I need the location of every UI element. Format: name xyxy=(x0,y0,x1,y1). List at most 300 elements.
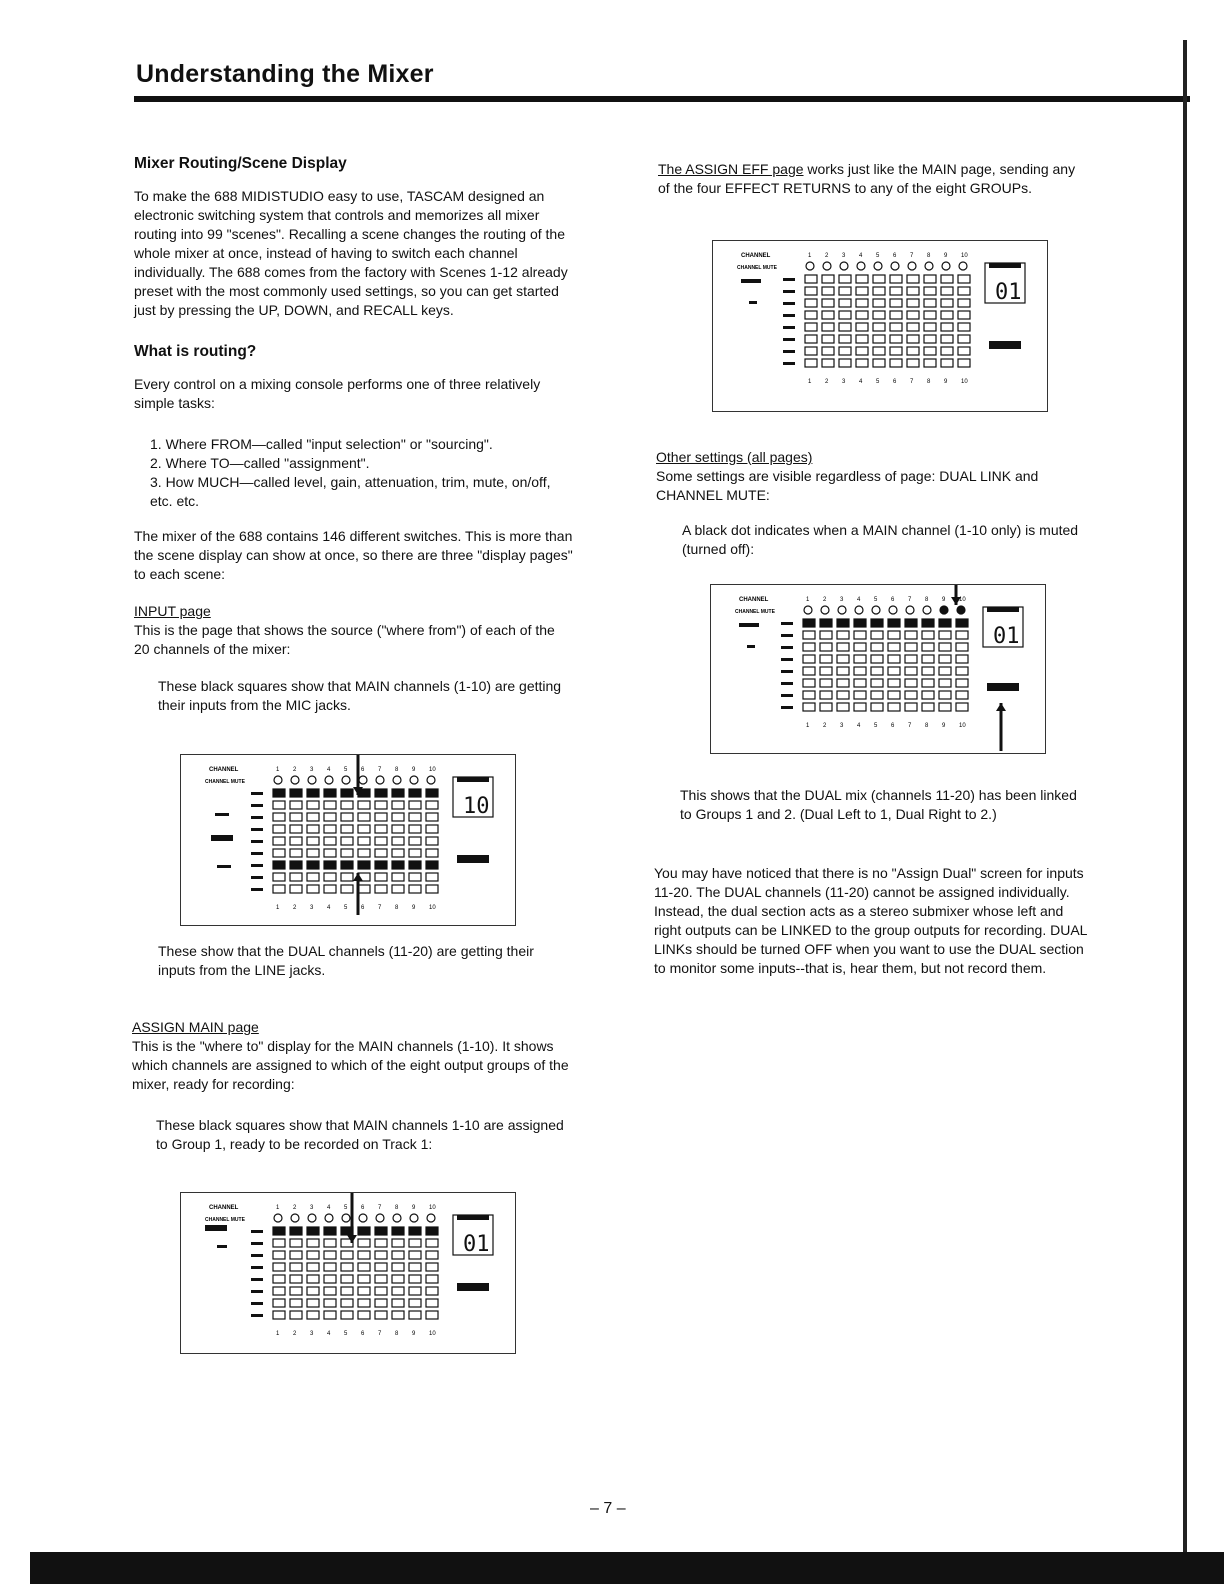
switch-cell xyxy=(924,335,936,343)
row-label-mark xyxy=(251,864,263,867)
switch-cell xyxy=(307,1227,319,1235)
switch-cell xyxy=(837,691,849,699)
mute-indicator xyxy=(889,606,897,614)
other-paragraph: Some settings are visible regardless of page: DUAL LINK and CHANNEL MUTE: xyxy=(656,468,1039,503)
switch-cell xyxy=(941,335,953,343)
switch-cell xyxy=(409,1287,421,1295)
switch-cell xyxy=(375,1239,387,1247)
section-mark xyxy=(211,835,233,841)
switch-cell xyxy=(392,1227,404,1235)
switch-cell xyxy=(341,885,353,893)
channel-number: 5 xyxy=(876,379,880,385)
switch-cell xyxy=(873,311,885,319)
switch-cell xyxy=(273,1287,285,1295)
switch-cell xyxy=(358,849,370,857)
switch-cell xyxy=(873,335,885,343)
switch-cell xyxy=(426,825,438,833)
switch-cell xyxy=(375,1275,387,1283)
switch-cell xyxy=(837,667,849,675)
switch-cell xyxy=(290,1227,302,1235)
switch-cell xyxy=(307,861,319,869)
switch-cell xyxy=(273,837,285,845)
page-number: – 7 – xyxy=(590,1500,626,1517)
switch-cell xyxy=(890,335,902,343)
channel-number: 7 xyxy=(908,723,912,729)
channel-number: 10 xyxy=(429,1205,436,1211)
switch-cell xyxy=(273,849,285,857)
switch-cell xyxy=(307,1251,319,1259)
switch-cell xyxy=(426,1239,438,1247)
switch-cell xyxy=(409,837,421,845)
switch-cell xyxy=(905,703,917,711)
section-mark xyxy=(205,1225,227,1231)
switch-cell xyxy=(873,359,885,367)
switch-cell xyxy=(905,691,917,699)
dot-note: A black dot indicates when a MAIN channel (1-10 only) is muted (turned off): xyxy=(682,522,1079,557)
switch-cell xyxy=(803,631,815,639)
channel-number: 2 xyxy=(293,767,297,773)
channel-number: 2 xyxy=(823,597,827,603)
switch-cell xyxy=(820,703,832,711)
switch-cell xyxy=(871,703,883,711)
switch-cell xyxy=(924,287,936,295)
mute-indicator xyxy=(838,606,846,614)
switch-cell xyxy=(273,1251,285,1259)
switch-cell xyxy=(392,1287,404,1295)
mute-indicator xyxy=(940,606,948,614)
switch-cell xyxy=(409,825,421,833)
switch-cell xyxy=(907,359,919,367)
switch-cell xyxy=(839,275,851,283)
channel-number: 9 xyxy=(412,1331,416,1337)
eff-text: works just like the MAIN page, sending any of the four EFFECT RETURNS to any of the eight GROUPs. xyxy=(658,161,1076,196)
channel-number: 10 xyxy=(961,253,968,259)
switch-cell xyxy=(939,691,951,699)
row-label-mark xyxy=(251,888,263,891)
switch-cell xyxy=(907,323,919,331)
channel-number: 7 xyxy=(378,767,382,773)
switch-cell xyxy=(290,1263,302,1271)
mute-indicator xyxy=(942,262,950,270)
channel-number: 1 xyxy=(276,767,280,773)
channel-number: 5 xyxy=(874,597,878,603)
channel-number: 1 xyxy=(806,597,810,603)
switch-cell xyxy=(273,885,285,893)
switch-cell xyxy=(324,837,336,845)
switch-cell xyxy=(890,275,902,283)
switch-cell xyxy=(837,643,849,651)
switch-cell xyxy=(392,873,404,881)
switch-cell xyxy=(290,885,302,893)
row-label-mark xyxy=(251,804,263,807)
switch-cell xyxy=(358,1251,370,1259)
left-column xyxy=(134,154,574,729)
readout-bar xyxy=(989,263,1021,268)
switch-cell xyxy=(290,1239,302,1247)
switch-cell xyxy=(941,359,953,367)
channel-number: 8 xyxy=(925,597,929,603)
section-mark xyxy=(747,645,755,648)
switch-cell xyxy=(426,801,438,809)
switch-cell xyxy=(856,287,868,295)
switch-cell xyxy=(307,1263,319,1271)
switch-cell xyxy=(392,1239,404,1247)
switch-cell xyxy=(375,885,387,893)
lcd-svg xyxy=(181,1193,515,1353)
dual-note: This shows that the DUAL mix (channels 11-20) has been linked to Groups 1 and 2. (Dual Left to 1, Dual Right to 2.) xyxy=(680,787,1077,822)
switch-cell xyxy=(956,679,968,687)
switch-cell xyxy=(956,643,968,651)
mute-indicator xyxy=(821,606,829,614)
mute-indicator xyxy=(908,262,916,270)
input-page-paragraph: This is the page that shows the source ("where from") of each of the 20 channels of the mixer: xyxy=(134,622,555,657)
switch-cell xyxy=(805,287,817,295)
switch-cell xyxy=(375,1311,387,1319)
switch-cell xyxy=(803,679,815,687)
channel-number: 4 xyxy=(327,767,331,773)
switch-cell xyxy=(324,825,336,833)
channel-number: 7 xyxy=(910,379,914,385)
switch-cell xyxy=(873,287,885,295)
channel-number: 4 xyxy=(857,597,861,603)
mute-label: CHANNEL MUTE xyxy=(737,265,777,271)
switch-cell xyxy=(392,1299,404,1307)
switch-cell xyxy=(803,643,815,651)
mute-indicator xyxy=(393,1214,401,1222)
routing-heading: Mixer Routing/Scene Display xyxy=(134,155,347,172)
switch-cell xyxy=(839,323,851,331)
switch-cell xyxy=(273,1263,285,1271)
switch-cell xyxy=(871,631,883,639)
switch-cell xyxy=(805,359,817,367)
switch-cell xyxy=(822,311,834,319)
assign-main-section xyxy=(132,1018,572,1168)
channel-number: 7 xyxy=(378,1205,382,1211)
switch-cell xyxy=(426,1299,438,1307)
switch-cell xyxy=(290,849,302,857)
switch-cell xyxy=(375,861,387,869)
channel-number: 3 xyxy=(310,1205,314,1211)
other-settings-display xyxy=(710,584,1046,754)
switch-cell xyxy=(290,825,302,833)
arrowhead xyxy=(996,703,1006,711)
switch-cell xyxy=(956,631,968,639)
row-label-mark xyxy=(781,658,793,661)
switch-cell xyxy=(907,347,919,355)
switch-cell xyxy=(871,619,883,627)
assign-main-note: These black squares show that MAIN channels 1-10 are assigned to Group 1, ready to be recorded on Track 1: xyxy=(156,1117,564,1152)
channel-number: 10 xyxy=(959,597,966,603)
mute-label: CHANNEL MUTE xyxy=(735,609,775,615)
switch-cell xyxy=(890,323,902,331)
switch-cell xyxy=(375,1227,387,1235)
switch-cell xyxy=(939,631,951,639)
switch-cell xyxy=(905,667,917,675)
switch-cell xyxy=(958,299,970,307)
switch-cell xyxy=(803,667,815,675)
switch-cell xyxy=(888,667,900,675)
section-mark xyxy=(739,623,759,627)
tasks-list xyxy=(134,435,574,511)
eff-heading: The ASSIGN EFF page xyxy=(658,161,804,177)
switch-cell xyxy=(409,1227,421,1235)
channel-number: 8 xyxy=(395,1331,399,1337)
channel-number: 8 xyxy=(927,253,931,259)
switch-cell xyxy=(820,679,832,687)
channel-number: 5 xyxy=(344,1205,348,1211)
mute-indicator xyxy=(923,606,931,614)
switch-cell xyxy=(392,801,404,809)
scene-number: 01 xyxy=(463,1232,490,1257)
switch-cell xyxy=(939,679,951,687)
switch-cell xyxy=(358,825,370,833)
channel-number: 2 xyxy=(293,1331,297,1337)
switch-cell xyxy=(358,837,370,845)
input-note-mic: These black squares show that MAIN channels (1-10) are getting their inputs from the MIC jacks. xyxy=(158,678,562,713)
task-item: 1. Where FROM—called "input selection" or "sourcing". xyxy=(150,436,493,452)
switch-cell xyxy=(307,885,319,893)
mute-indicator xyxy=(855,606,863,614)
row-label-mark xyxy=(781,706,793,709)
channel-number: 8 xyxy=(927,379,931,385)
switch-cell xyxy=(873,347,885,355)
row-label-mark xyxy=(783,350,795,353)
switch-cell xyxy=(958,275,970,283)
assign-main-paragraph: This is the "where to" display for the MAIN channels (1-10). It shows which channels are assigned to which of the eight output groups of the mixer, ready for recording: xyxy=(132,1038,569,1092)
switch-cell xyxy=(290,813,302,821)
switch-cell xyxy=(324,801,336,809)
switch-cell xyxy=(290,1299,302,1307)
channel-label: CHANNEL xyxy=(741,253,771,259)
switch-cell xyxy=(871,691,883,699)
switch-cell xyxy=(890,311,902,319)
switch-cell xyxy=(307,1239,319,1247)
switch-cell xyxy=(426,813,438,821)
dual-link-indicator xyxy=(989,341,1021,349)
switch-cell xyxy=(324,813,336,821)
switch-cell xyxy=(290,1287,302,1295)
switch-cell xyxy=(871,655,883,663)
channel-number: 3 xyxy=(310,905,314,911)
title-rule xyxy=(134,96,1190,102)
switch-cell xyxy=(873,299,885,307)
mute-indicator xyxy=(959,262,967,270)
switch-cell xyxy=(358,885,370,893)
switch-cell xyxy=(922,679,934,687)
section-mark xyxy=(749,301,757,304)
task-item: 3. How MUCH—called level, gain, attenuation, trim, mute, on/off, etc. etc. xyxy=(150,474,551,509)
switch-cell xyxy=(822,359,834,367)
channel-label: CHANNEL xyxy=(209,1205,239,1211)
channel-number: 1 xyxy=(808,379,812,385)
switch-cell xyxy=(871,643,883,651)
switch-cell xyxy=(822,323,834,331)
row-label-mark xyxy=(251,1254,263,1257)
mute-indicator xyxy=(342,1214,350,1222)
switch-cell xyxy=(392,885,404,893)
lcd-svg xyxy=(713,241,1047,411)
page-right-edge xyxy=(1183,40,1187,1560)
switch-cell xyxy=(273,1275,285,1283)
switch-cell xyxy=(839,311,851,319)
switch-cell xyxy=(958,359,970,367)
row-label-mark xyxy=(781,634,793,637)
channel-number: 5 xyxy=(344,1331,348,1337)
switch-cell xyxy=(341,1299,353,1307)
mute-indicator xyxy=(957,606,965,614)
switch-cell xyxy=(273,1227,285,1235)
switch-cell xyxy=(290,789,302,797)
switch-cell xyxy=(409,1311,421,1319)
mute-indicator xyxy=(427,776,435,784)
switch-cell xyxy=(392,1311,404,1319)
row-label-mark xyxy=(781,670,793,673)
switch-cell xyxy=(341,849,353,857)
switch-cell xyxy=(941,299,953,307)
readout-bar xyxy=(987,607,1019,612)
switch-cell xyxy=(307,1287,319,1295)
switch-cell xyxy=(839,347,851,355)
switch-cell xyxy=(856,359,868,367)
mute-label: CHANNEL MUTE xyxy=(205,1217,245,1223)
switch-cell xyxy=(941,311,953,319)
switch-cell xyxy=(907,311,919,319)
switch-cell xyxy=(409,1275,421,1283)
switch-cell xyxy=(924,311,936,319)
mute-indicator xyxy=(925,262,933,270)
readout-bar xyxy=(457,1215,489,1220)
channel-number: 2 xyxy=(825,379,829,385)
switch-cell xyxy=(375,1251,387,1259)
switch-cell xyxy=(358,1287,370,1295)
switch-cell xyxy=(426,885,438,893)
switch-cell xyxy=(939,619,951,627)
switch-cell xyxy=(358,801,370,809)
switch-cell xyxy=(890,299,902,307)
switch-cell xyxy=(324,1227,336,1235)
switch-cell xyxy=(409,861,421,869)
channel-number: 2 xyxy=(293,1205,297,1211)
row-label-mark xyxy=(783,314,795,317)
row-label-mark xyxy=(251,1266,263,1269)
switch-cell xyxy=(341,1287,353,1295)
channel-number: 1 xyxy=(276,1205,280,1211)
channel-number: 5 xyxy=(876,253,880,259)
channel-number: 5 xyxy=(344,905,348,911)
mute-indicator xyxy=(393,776,401,784)
switch-cell xyxy=(324,861,336,869)
switch-cell xyxy=(805,299,817,307)
mute-indicator xyxy=(410,776,418,784)
switch-cell xyxy=(856,311,868,319)
switch-cell xyxy=(358,861,370,869)
channel-number: 3 xyxy=(840,723,844,729)
channel-number: 5 xyxy=(344,767,348,773)
channel-number: 5 xyxy=(874,723,878,729)
switch-cell xyxy=(856,335,868,343)
switch-cell xyxy=(324,885,336,893)
switch-cell xyxy=(307,873,319,881)
row-label-mark xyxy=(251,792,263,795)
switch-cell xyxy=(888,703,900,711)
switch-cell xyxy=(426,1311,438,1319)
scene-number: 01 xyxy=(993,624,1020,649)
switch-cell xyxy=(958,347,970,355)
channel-number: 6 xyxy=(361,905,365,911)
channel-number: 7 xyxy=(908,597,912,603)
switch-cell xyxy=(324,1239,336,1247)
switch-cell xyxy=(890,287,902,295)
switch-cell xyxy=(273,825,285,833)
switch-cell xyxy=(341,1251,353,1259)
switch-cell xyxy=(409,1251,421,1259)
switch-cell xyxy=(924,275,936,283)
channel-number: 1 xyxy=(276,905,280,911)
assign-main-display xyxy=(180,1192,516,1354)
channel-number: 6 xyxy=(361,1331,365,1337)
mute-indicator xyxy=(806,262,814,270)
switch-cell xyxy=(290,1251,302,1259)
switch-cell xyxy=(324,1311,336,1319)
switch-cell xyxy=(924,299,936,307)
mute-indicator xyxy=(325,1214,333,1222)
switch-cell xyxy=(273,861,285,869)
mute-indicator xyxy=(308,776,316,784)
switch-cell xyxy=(426,1227,438,1235)
channel-number: 6 xyxy=(893,253,897,259)
switch-cell xyxy=(409,873,421,881)
switch-cell xyxy=(324,873,336,881)
row-label-mark xyxy=(251,828,263,831)
row-label-mark xyxy=(781,694,793,697)
switch-cell xyxy=(409,813,421,821)
mute-indicator xyxy=(359,776,367,784)
switch-cell xyxy=(307,789,319,797)
switch-cell xyxy=(839,359,851,367)
row-label-mark xyxy=(783,362,795,365)
switch-cell xyxy=(854,679,866,687)
switch-cell xyxy=(341,873,353,881)
switch-cell xyxy=(426,873,438,881)
channel-number: 7 xyxy=(378,1331,382,1337)
switch-cell xyxy=(922,643,934,651)
channel-number: 6 xyxy=(891,723,895,729)
switch-cell xyxy=(956,655,968,663)
switch-cell xyxy=(426,789,438,797)
other-heading: Other settings (all pages) xyxy=(656,449,813,465)
switch-cell xyxy=(358,813,370,821)
switch-cell xyxy=(854,631,866,639)
dual-link-indicator xyxy=(457,1283,489,1291)
row-label-mark xyxy=(781,682,793,685)
channel-number: 8 xyxy=(395,767,399,773)
switch-cell xyxy=(888,691,900,699)
switch-cell xyxy=(854,691,866,699)
row-label-mark xyxy=(783,278,795,281)
switch-cell xyxy=(409,885,421,893)
switch-cell xyxy=(392,789,404,797)
switch-cell xyxy=(956,703,968,711)
switch-cell xyxy=(907,275,919,283)
channel-number: 10 xyxy=(429,905,436,911)
section-mark xyxy=(215,813,229,816)
mute-indicator xyxy=(891,262,899,270)
channel-number: 9 xyxy=(942,723,946,729)
row-label-mark xyxy=(251,1302,263,1305)
what-paragraph: Every control on a mixing console performs one of three relatively simple tasks: xyxy=(134,376,541,411)
routing-paragraph: To make the 688 MIDISTUDIO easy to use, TASCAM designed an electronic switching system that controls and memorizes all mixer routing into 99 "scenes". Recalling a scene changes the routing of the whole mixer at once, instead of having to switch each channel individually. The 688 comes from the factory with Scenes 1-12 already preset with the most commonly used settings, so you can get started just by pressing the UP, DOWN, and RECALL keys. xyxy=(134,188,568,318)
switch-cell xyxy=(803,703,815,711)
